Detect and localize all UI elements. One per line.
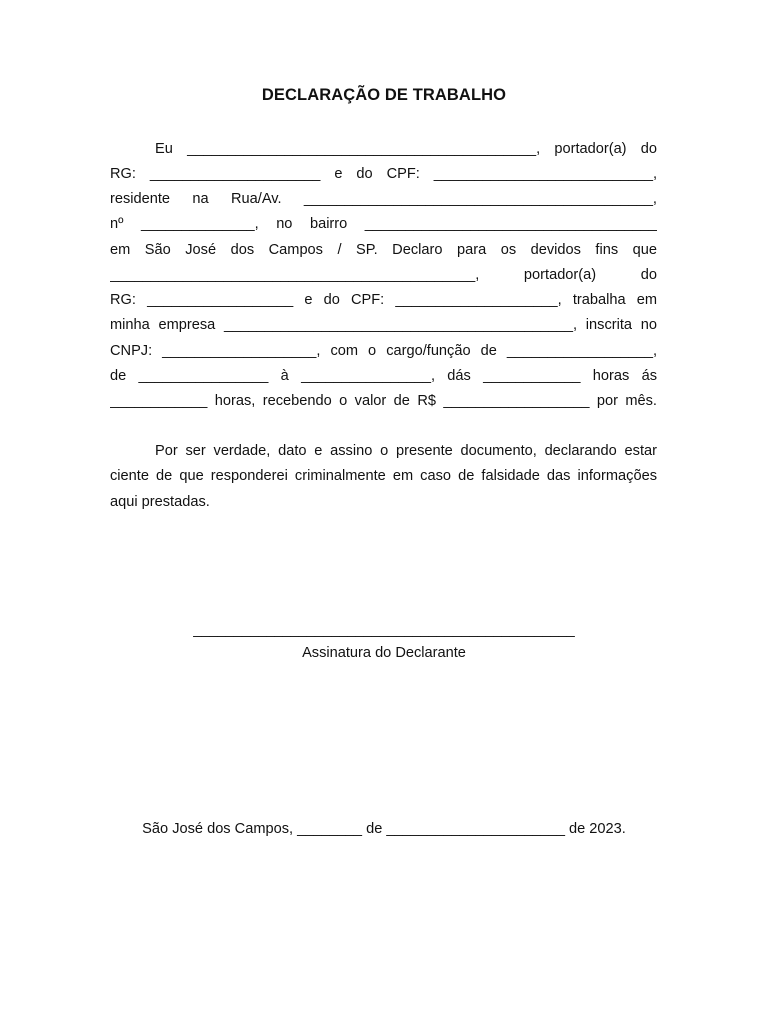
date-line: São José dos Campos, ________ de ______________________ de 2023. [142,821,626,837]
paragraph1-line-6: _____________________________________________, portador(a) do [110,267,657,283]
paragraph1-line-5: em São José dos Campos / SP. Declaro para os devidos fins que [110,242,657,258]
paragraph2-line-1: Por ser verdade, dato e assino o presente documento, declarando estar [155,443,657,459]
document-title: DECLARAÇÃO DE TRABALHO [261,86,507,104]
paragraph1-line-1: Eu ___________________________________________, portador(a) do [155,141,657,157]
signature-line: _______________________________________________ [193,622,575,638]
paragraph2-line-2: ciente de que responderei criminalmente em caso de falsidade das informações [110,468,657,484]
signature-label: Assinatura do Declarante [302,645,466,661]
paragraph1-line-3: residente na Rua/Av. ___________________________________________, [110,191,657,207]
paragraph1-line-4: nº ______________, no bairro ____________________________________ [110,216,657,232]
paragraph1-line-8: minha empresa ___________________________________________, inscrita no [110,317,657,333]
paragraph1-line-2: RG: _____________________ e do CPF: ___________________________, [110,166,657,182]
paragraph2-line-3: aqui prestadas. [110,494,210,510]
paragraph1-line-11: ____________ horas, recebendo o valor de R$ __________________ por mês. [110,393,657,409]
paragraph1-line-7: RG: __________________ e do CPF: ____________________, trabalha em [110,292,657,308]
paragraph1-line-10: de ________________ à ________________, dás ____________ horas ás [110,368,657,384]
paragraph1-line-9: CNPJ: ___________________, com o cargo/função de __________________, [110,343,657,359]
